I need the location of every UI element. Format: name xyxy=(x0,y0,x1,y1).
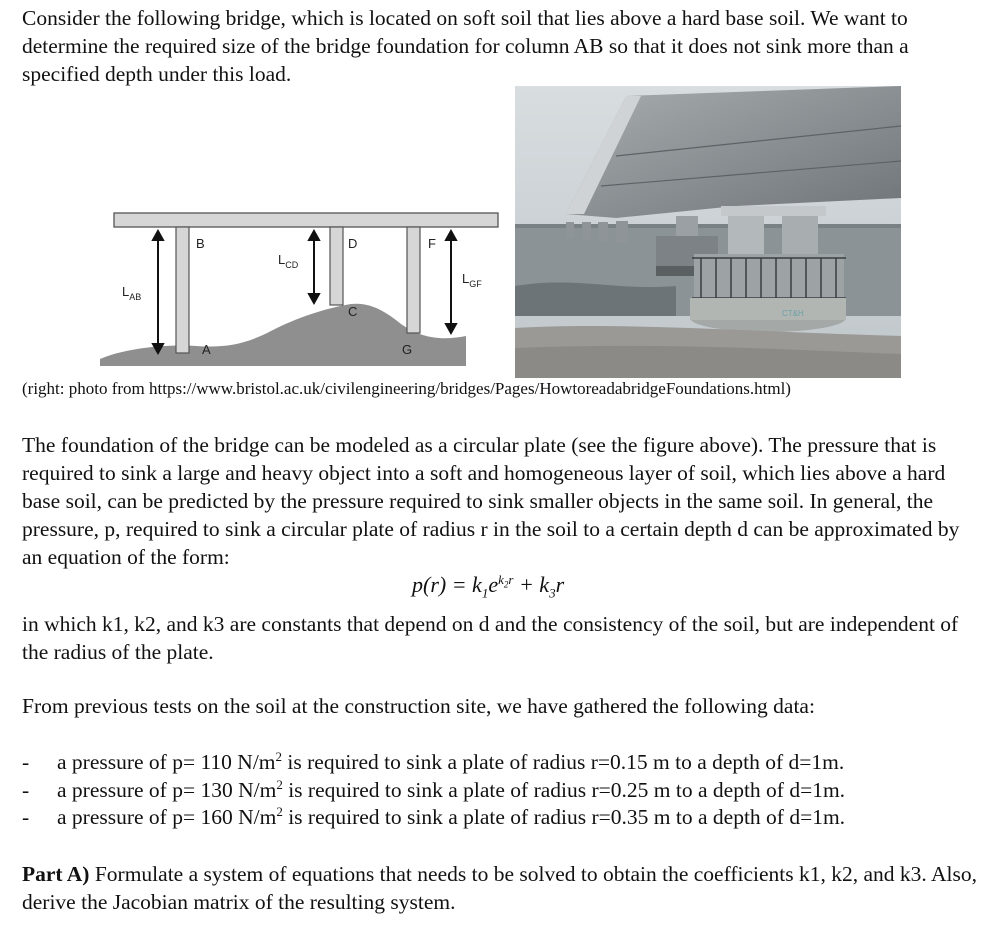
label-c: C xyxy=(348,304,358,319)
graffiti-text: CT&H xyxy=(782,309,804,318)
pressure-equation: $p(r) = k_1e^{k_2r} + k_3r$ xyxy=(412,571,565,601)
column-ab xyxy=(176,227,189,353)
figure-caption: (right: photo from https://www.bristol.ac.uk/civilengineering/bridges/Pages/HowtoreadabridgeFoundations.html) xyxy=(22,379,791,398)
label-a: A xyxy=(202,342,211,357)
part-a-question: Part A) Formulate a system of equations that needs to be solved to obtain the coefficients k1, k2, and k3. Also, derive the Jacobian matrix of the resulting system. xyxy=(22,862,977,914)
description-paragraph: The foundation of the bridge can be modeled as a circular plate (see the figure above). The pressure that is required to sink a large and heavy object into a soft and homogeneous layer of soil, which lies above a hard base soil, can be predicted by the pressure required to sink smaller objects in the same soil. In general, the pressure, p, required to sink a circular plate of radius r in the soil to a certain depth d can be approximated by an equation of the form: xyxy=(22,433,960,569)
label-d: D xyxy=(348,236,358,251)
label-lab: $L_{AB}$ xyxy=(122,284,142,302)
label-lcd: $L_{CD}$ xyxy=(278,252,299,270)
label-b: B xyxy=(196,236,205,251)
label-f: F xyxy=(428,236,436,251)
bridge-deck xyxy=(114,213,498,227)
bridge-diagram xyxy=(96,86,902,378)
constants-paragraph: in which k1, k2, and k3 are constants that depend on d and the consistency of the soil, but are independent of the radius of the plate. xyxy=(22,612,959,664)
column-cd xyxy=(330,227,343,305)
label-lgf: $L_{GF}$ xyxy=(462,271,482,289)
bridge-photo xyxy=(515,86,901,378)
column-gf xyxy=(407,227,420,333)
label-g: G xyxy=(402,342,413,357)
intro-paragraph: Consider the following bridge, which is located on soft soil that lies above a hard base soil. We want to determine the required size of the bridge foundation for column AB so that it does not sink more than a specified depth under this load. xyxy=(22,6,909,86)
bridge-figure xyxy=(96,86,902,378)
data-intro-paragraph: From previous tests on the soil at the construction site, we have gathered the following data: xyxy=(22,694,815,718)
